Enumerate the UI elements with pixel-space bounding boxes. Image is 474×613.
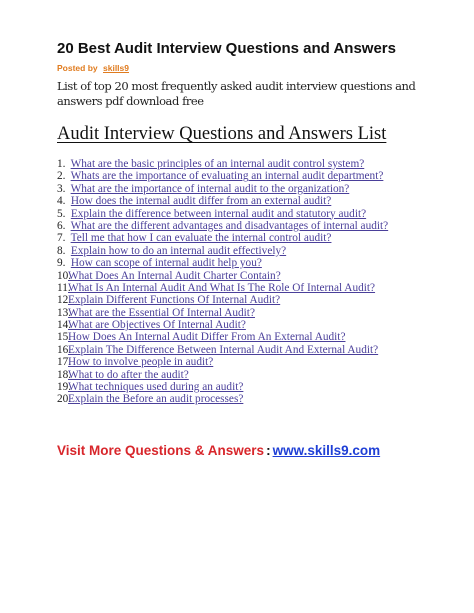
question-link[interactable]: How does the internal audit differ from an external audit?: [70, 195, 332, 208]
list-item: [57, 257, 388, 269]
list-item: [57, 381, 388, 393]
list-item: [57, 393, 388, 405]
question-number: 16.: [57, 343, 72, 356]
list-item: [57, 356, 388, 368]
list-heading: Audit Interview Questions and Answers List: [57, 124, 387, 144]
question-number: 1.: [57, 158, 66, 170]
list-item: [57, 208, 388, 220]
question-number: 20.: [57, 393, 72, 406]
question-link[interactable]: What are the Essential Of Internal Audit?: [68, 306, 255, 319]
question-link[interactable]: What are the basic principles of an internal audit control system?: [70, 158, 365, 170]
intro-text: List of top 20 most frequently asked audit interview questions and answers pdf download free: [57, 79, 416, 108]
question-list: [57, 158, 388, 406]
list-item: [57, 183, 388, 195]
question-number: 18.: [57, 368, 72, 381]
question-number: 19.: [57, 381, 72, 394]
list-item: [57, 245, 388, 257]
question-link[interactable]: What Does An Internal Audit Charter Contain?: [68, 269, 281, 282]
list-item: [57, 220, 388, 232]
list-item: [57, 170, 388, 182]
question-link[interactable]: Explain Different Functions Of Internal Audit?: [68, 294, 281, 307]
question-number: 3.: [57, 182, 66, 195]
author-link[interactable]: skills9: [103, 63, 129, 73]
question-link[interactable]: Whats are the importance of evaluating an internal audit department?: [70, 170, 384, 183]
question-link[interactable]: How can scope of internal audit help you?: [70, 257, 262, 270]
visit-more-banner: [57, 443, 380, 458]
question-link[interactable]: Explain how to do an internal audit effectively?: [70, 244, 287, 257]
question-number: 5.: [57, 207, 66, 220]
question-number: 6.: [57, 219, 66, 232]
question-link[interactable]: What techniques used during an audit?: [68, 381, 244, 394]
list-item: [57, 319, 388, 331]
list-item: [57, 232, 388, 244]
question-link[interactable]: What are Objectives Of Internal Audit?: [68, 319, 246, 332]
list-item: [57, 195, 388, 207]
question-number: 12.: [57, 294, 72, 307]
list-item: [57, 331, 388, 343]
question-number: 11.: [57, 281, 71, 294]
question-link[interactable]: Tell me that how I can evaluate the internal control audit?: [70, 232, 332, 245]
question-number: 2.: [57, 170, 66, 183]
posted-by-label: Posted by: [57, 63, 98, 73]
question-number: 15.: [57, 331, 72, 344]
question-number: 8.: [57, 244, 66, 257]
question-link[interactable]: Explain the difference between internal audit and statutory audit?: [70, 207, 367, 220]
question-number: 14.: [57, 319, 72, 332]
question-number: 13.: [57, 306, 72, 319]
list-item: [57, 282, 388, 294]
question-number: 4.: [57, 195, 66, 208]
question-number: 7.: [57, 232, 66, 245]
list-item: [57, 270, 388, 282]
page-title: 20 Best Audit Interview Questions and Answers: [57, 40, 396, 57]
visit-colon: :: [266, 443, 271, 458]
posted-by: [57, 63, 129, 73]
question-link[interactable]: What to do after the audit?: [68, 368, 189, 381]
question-link[interactable]: Explain The Difference Between Internal Audit And External Audit?: [68, 343, 379, 356]
question-link[interactable]: What are the different advantages and disadvantages of internal audit?: [70, 219, 389, 232]
question-link[interactable]: Explain the Before an audit processes?: [68, 393, 244, 406]
question-number: 9.: [57, 257, 66, 270]
site-link[interactable]: www.skills9.com: [272, 443, 381, 458]
question-link[interactable]: How Does An Internal Audit Differ From An External Audit?: [68, 331, 346, 344]
list-item: [57, 307, 388, 319]
visit-more-label: Visit More Questions & Answers: [57, 443, 265, 458]
list-item: [57, 158, 388, 170]
list-item: [57, 344, 388, 356]
question-number: 10.: [57, 269, 72, 282]
question-link[interactable]: What are the importance of internal audit to the organization?: [70, 182, 350, 195]
question-number: 17.: [57, 356, 72, 369]
list-item: [57, 294, 388, 306]
question-link[interactable]: How to involve people in audit?: [68, 356, 214, 369]
list-item: [57, 369, 388, 381]
question-link[interactable]: What Is An Internal Audit And What Is The Role Of Internal Audit?: [68, 281, 376, 294]
